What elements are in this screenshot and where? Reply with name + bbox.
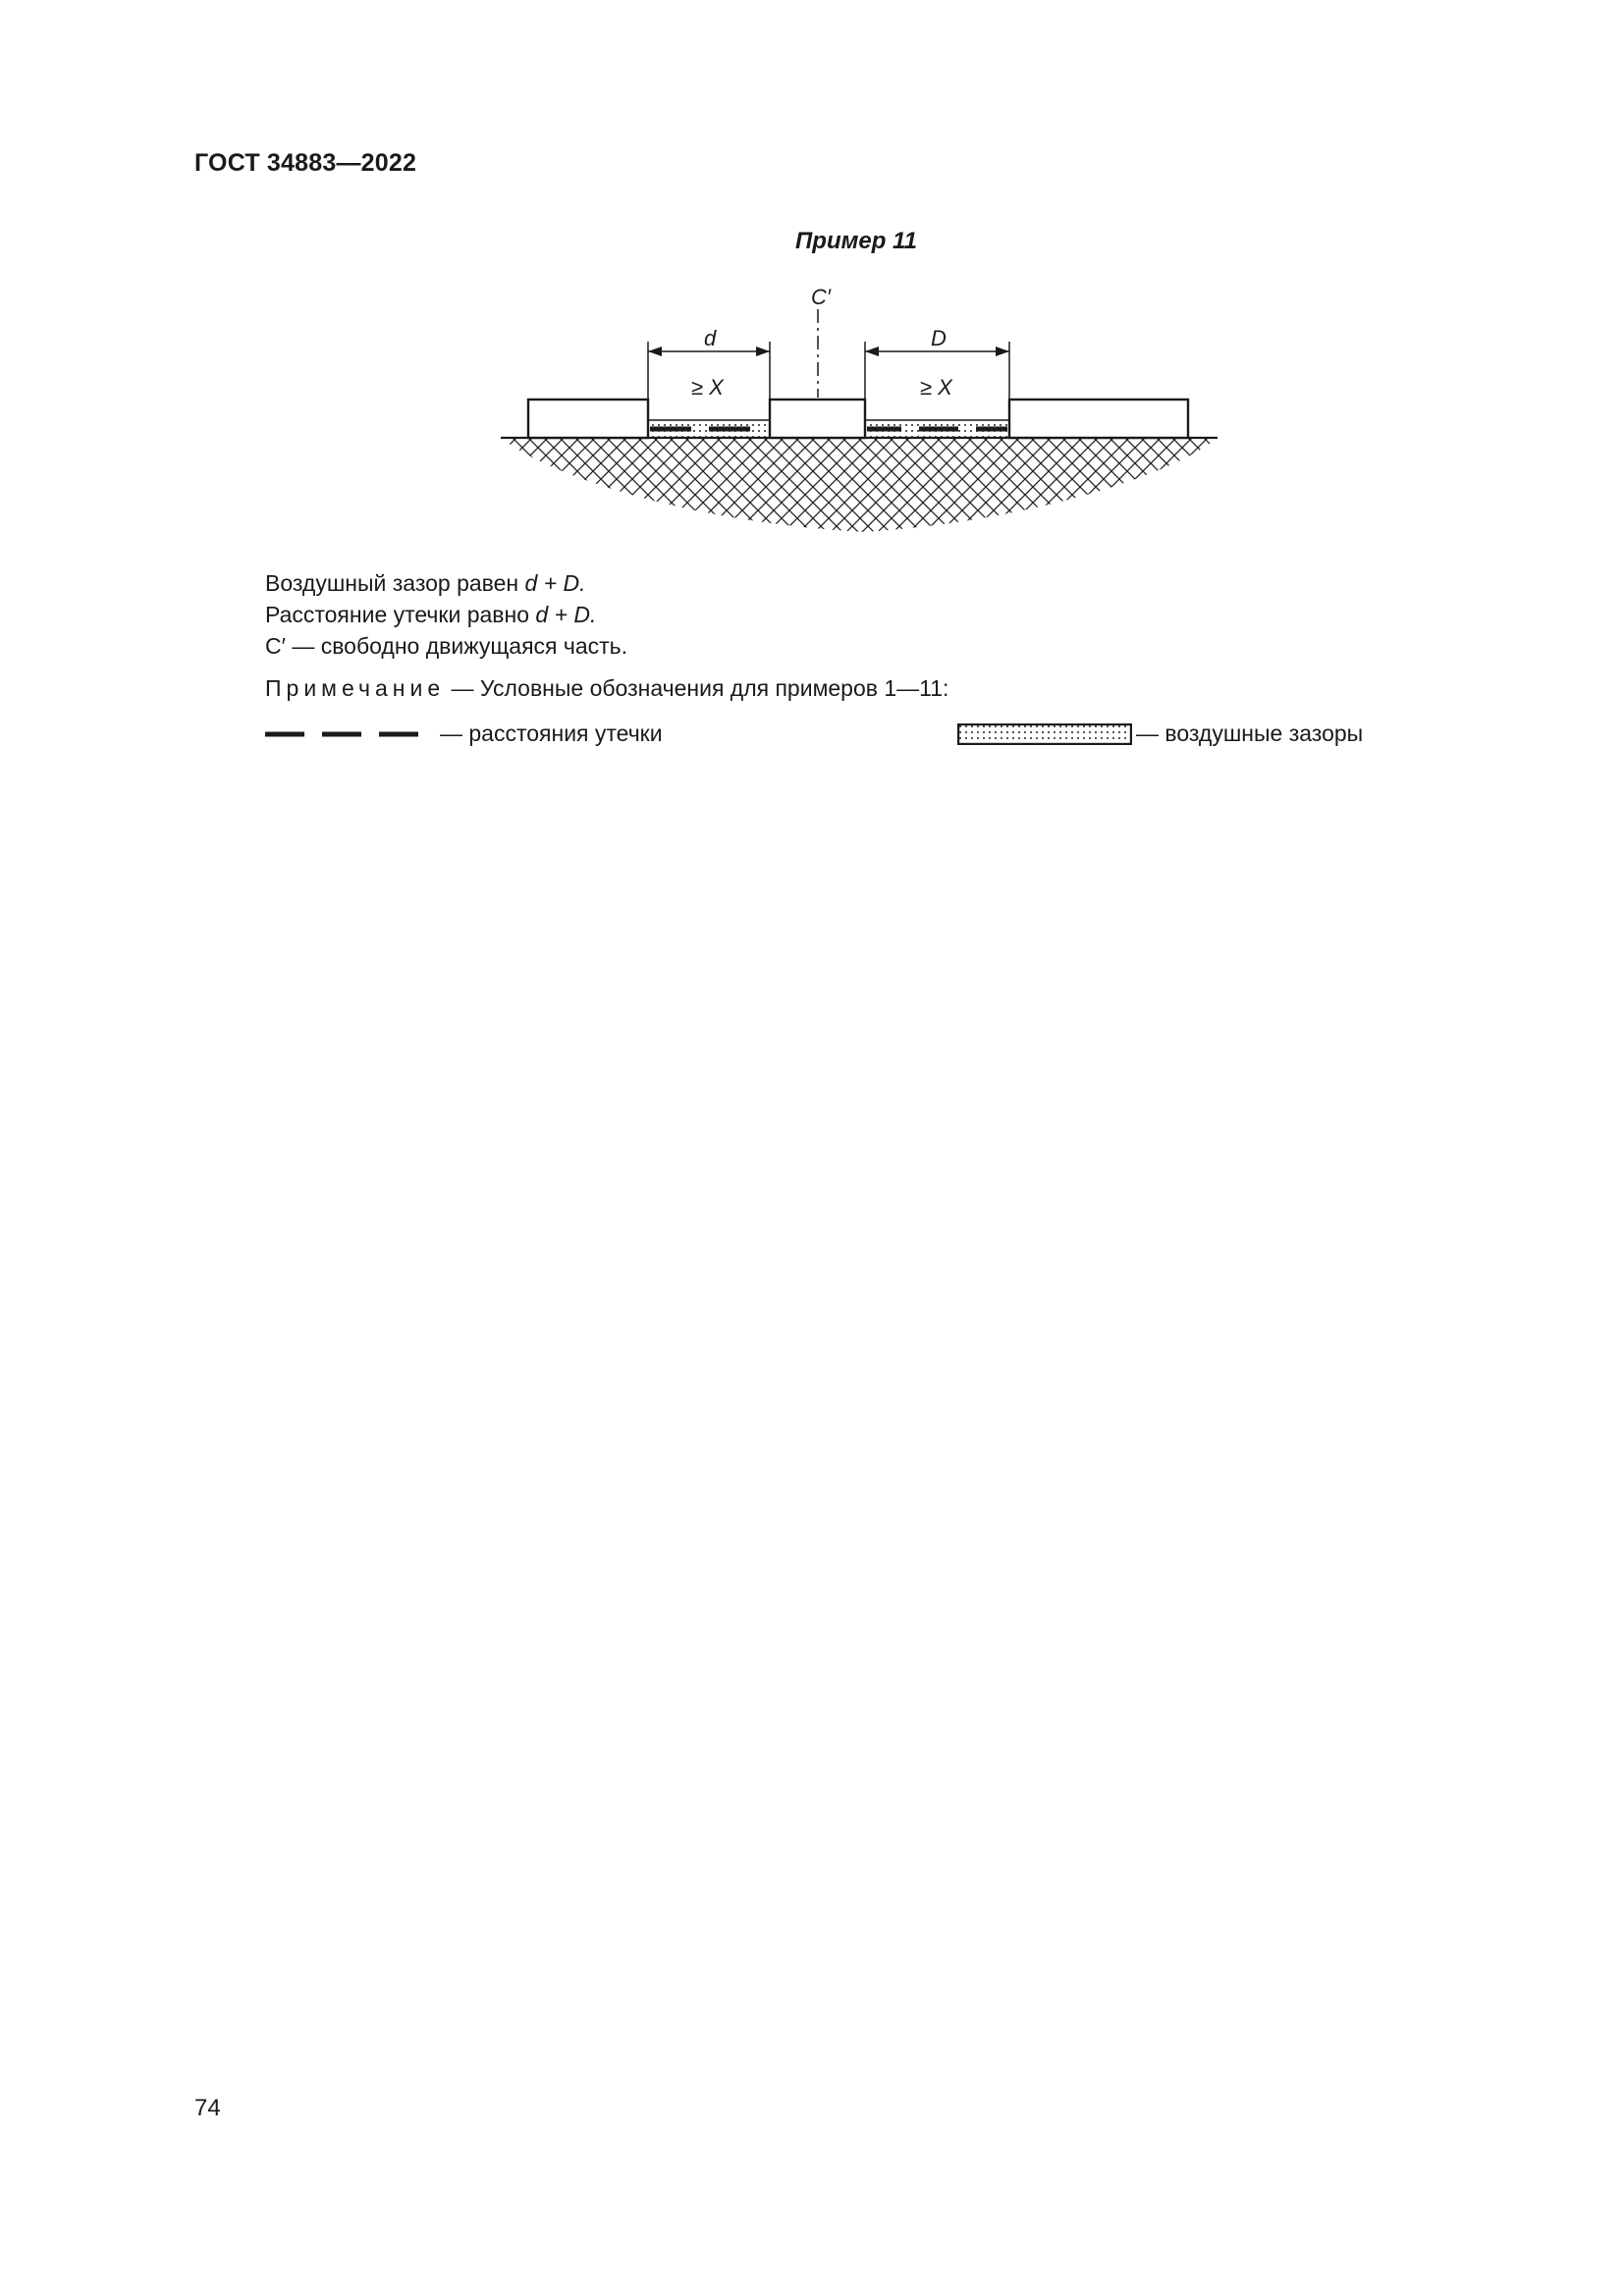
document-header: ГОСТ 34883—2022 xyxy=(194,149,417,177)
label-d: d xyxy=(704,326,717,350)
label-ge-x-right: ≥ X xyxy=(920,375,952,400)
ground-substrate xyxy=(491,432,1237,540)
label-c-prime: C′ xyxy=(811,285,832,309)
dotted-fill-symbol xyxy=(957,723,1132,745)
label-D: D xyxy=(931,326,947,350)
figure-title: Пример 11 xyxy=(795,228,917,254)
dashed-line-symbol xyxy=(265,727,432,741)
legend-creepage xyxy=(265,721,663,747)
right-conductor xyxy=(1009,400,1188,438)
caption-air-gap: Воздушный зазор равен d + D. xyxy=(265,570,586,596)
legend-air-gap-label: — воздушные зазоры xyxy=(1136,721,1364,746)
legend-air-gap xyxy=(957,721,1363,747)
note-text: — Условные обозначения для примеров 1—11: xyxy=(445,675,949,701)
note-label: Примечание xyxy=(265,675,446,701)
caption-c-prime: C′ — свободно движущаяся часть. xyxy=(265,633,628,659)
figure-caption xyxy=(265,567,627,662)
note xyxy=(265,675,948,702)
label-ge-x-left: ≥ X xyxy=(691,375,724,400)
center-free-part xyxy=(770,400,865,438)
caption-creepage: Расстояние утечки равно d + D. xyxy=(265,602,597,627)
figure-diagram xyxy=(491,275,1237,540)
figure-example-11 xyxy=(491,275,1237,540)
page-number: 74 xyxy=(194,2095,221,2121)
legend-creepage-label: — расстояния утечки xyxy=(440,721,663,746)
left-conductor xyxy=(528,400,648,438)
